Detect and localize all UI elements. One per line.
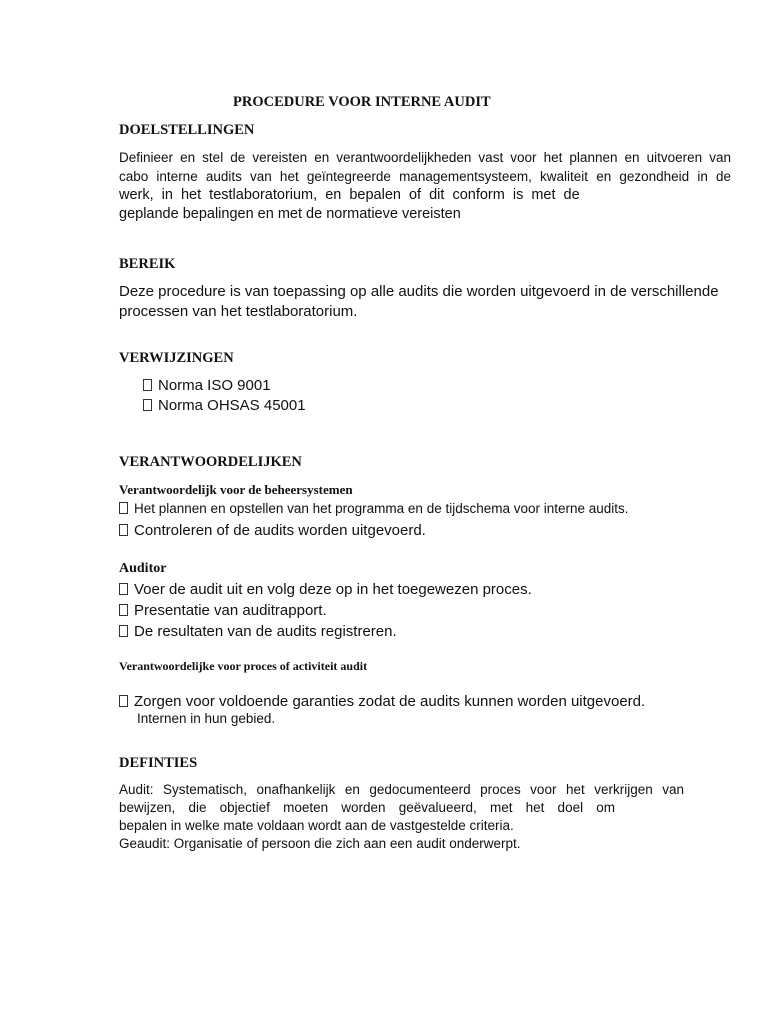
- responsibility-label: Controleren of de audits worden uitgevoerd.: [134, 522, 426, 539]
- checkbox-icon: [119, 524, 128, 536]
- doelstellingen-heading: DOELSTELLINGEN: [119, 122, 255, 138]
- checkbox-icon: [143, 399, 152, 411]
- responsibility-item: [119, 622, 397, 642]
- page-title: PROCEDURE VOOR INTERNE AUDIT: [233, 94, 491, 110]
- responsibility-continuation: Internen in hun gebied.: [137, 711, 276, 726]
- doelstellingen-line-3: werk, in het testlaboratorium, en bepalen of dit conform is met de: [119, 187, 580, 203]
- responsibility-item: [119, 601, 327, 621]
- definities-line-2: bewijzen, die objectief moeten worden geëvalueerd, met het doel om: [119, 800, 615, 815]
- doelstellingen-text: [119, 148, 731, 224]
- responsibility-label: Presentatie van auditrapport.: [134, 602, 327, 619]
- checkbox-icon: [119, 625, 128, 637]
- definities-line-4: Geaudit: Organisatie of persoon die zich aan een audit onderwerpt.: [119, 836, 521, 851]
- bereik-text: [119, 282, 731, 322]
- responsibility-item: [119, 501, 629, 516]
- reference-label: Norma OHSAS 45001: [158, 397, 306, 414]
- responsibility-item: [119, 692, 645, 712]
- responsibility-label: Zorgen voor voldoende garanties zodat de audits kunnen worden uitgevoerd.: [134, 693, 646, 710]
- beheer-subheading: Verantwoordelijk voor de beheersystemen: [119, 482, 353, 497]
- reference-item: [143, 396, 306, 416]
- definities-text: [119, 781, 731, 853]
- auditor-subheading: Auditor: [119, 561, 167, 576]
- reference-label: Norma ISO 9001: [158, 377, 271, 394]
- responsibility-label: De resultaten van de audits registreren.: [134, 623, 397, 640]
- reference-item: [143, 376, 271, 396]
- responsibility-item: [119, 521, 426, 541]
- verwijzingen-heading: VERWIJZINGEN: [119, 350, 234, 366]
- checkbox-icon: [119, 583, 128, 595]
- responsibility-label: Voer de audit uit en volg deze op in het toegewezen proces.: [134, 581, 532, 598]
- checkbox-icon: [143, 379, 152, 391]
- responsibility-label: Het plannen en opstellen van het programma en de tijdschema voor interne audits.: [134, 501, 629, 516]
- definities-heading: DEFINTIES: [119, 755, 198, 771]
- proces-subheading: Verantwoordelijke voor proces of activiteit audit: [119, 659, 368, 673]
- doelstellingen-line-2: cabo interne audits van het geïntegreerde managementsysteem, kwaliteit en gezondheid in de: [119, 169, 731, 184]
- doelstellingen-line-1: Definieer en stel de vereisten en verantwoordelijkheden vast voor het plannen en uitvoeren van: [119, 150, 731, 165]
- responsibility-item: [119, 580, 532, 600]
- bereik-line-1: Deze procedure is van toepassing op alle audits die worden uitgevoerd in de verschillende: [119, 283, 719, 300]
- checkbox-icon: [119, 502, 128, 514]
- bereik-heading: BEREIK: [119, 256, 176, 272]
- verantwoordelijken-heading: VERANTWOORDELIJKEN: [119, 454, 302, 470]
- bereik-line-2: processen van het testlaboratorium.: [119, 303, 358, 320]
- doelstellingen-line-4: geplande bepalingen en met de normatieve vereisten: [119, 206, 461, 222]
- definities-line-1: Audit: Systematisch, onafhankelijk en gedocumenteerd proces voor het verkrijgen van: [119, 782, 684, 797]
- checkbox-icon: [119, 604, 128, 616]
- definities-line-3: bepalen in welke mate voldaan wordt aan de vastgestelde criteria.: [119, 818, 514, 833]
- checkbox-icon: [119, 695, 128, 707]
